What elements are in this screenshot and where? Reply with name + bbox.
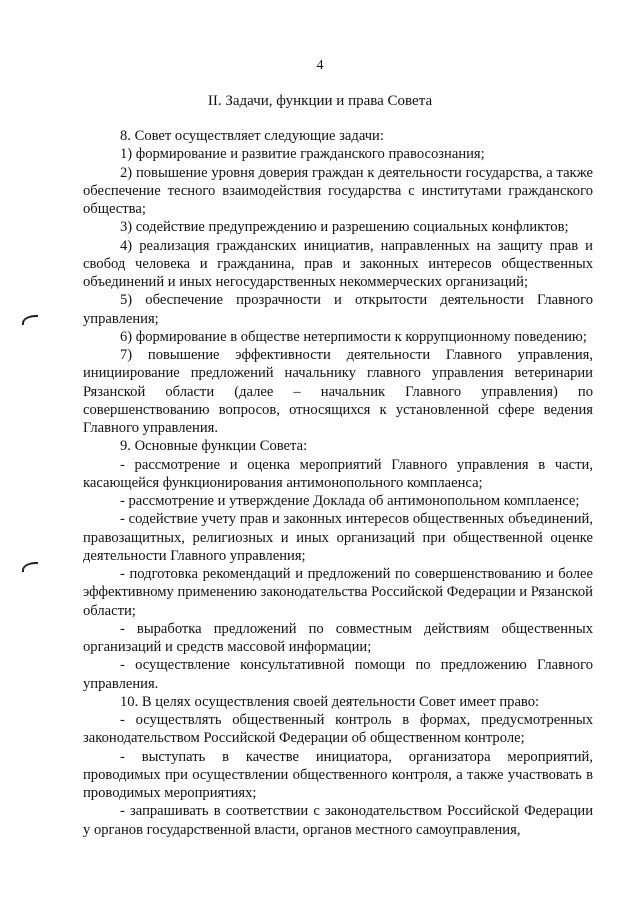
page-number: 4 bbox=[316, 58, 324, 73]
paragraph: - рассмотрение и оценка мероприятий Главного управления в части, касающейся функционирования антимонопольного комплаенса; bbox=[83, 456, 593, 491]
paragraph: 1) формирование и развитие гражданского правосознания; bbox=[120, 146, 485, 163]
paragraph: 5) обеспечение прозрачности и открытости деятельности Главного управления; bbox=[83, 292, 593, 327]
paragraph: 2) повышение уровня доверия граждан к деятельности государства, а также обеспечение тесного взаимодействия государства с институтами гражданского общества; bbox=[83, 164, 593, 217]
paragraph: 9. Основные функции Совета: bbox=[120, 438, 308, 455]
section-heading: II. Задачи, функции и права Совета bbox=[207, 93, 433, 109]
paragraph: 7) повышение эффективности деятельности Главного управления, инициирование предложений начальнику главного управления ветеринарии Рязанской области (далее – начальник Главного управления) по совершенствованию вопросов, относящихся к установленной сфере ведения Главного управления. bbox=[83, 347, 593, 436]
paragraph: 8. Совет осуществляет следующие задачи: bbox=[120, 128, 384, 144]
hole-punch-mark bbox=[22, 315, 38, 325]
paragraph: - содействие учету прав и законных интересов общественных объединений, правозащитных, религиозных и иных организаций при общественной оценке деятельности Главного управления; bbox=[83, 511, 593, 564]
document-body bbox=[83, 127, 593, 839]
paragraph: 6) формирование в обществе нетерпимости к коррупционному поведению; bbox=[120, 328, 587, 345]
paragraph: - подготовка рекомендаций и предложений по совершенствованию и более эффективному применению законодательства Российской Федерации и Рязанской области; bbox=[83, 566, 593, 619]
paragraph: 3) содействие предупреждению и разрешению социальных конфликтов; bbox=[120, 219, 569, 236]
paragraph: - осуществлять общественный контроль в формах, предусмотренных законодательством Российской Федерации об общественном контроле; bbox=[83, 712, 593, 747]
paragraph: - выступать в качестве инициатора, организатора мероприятий, проводимых при осуществлении общественного контроля, а также участвовать в проводимых мероприятиях; bbox=[83, 748, 593, 801]
paragraph: - выработка предложений по совместным действиям общественных организаций и средств массовой информации; bbox=[83, 620, 593, 655]
hole-punch-mark bbox=[22, 562, 38, 572]
paragraph: - рассмотрение и утверждение Доклада об антимонопольном комплаенсе; bbox=[120, 493, 580, 509]
paragraph: - осуществление консультативной помощи по предложению Главного управления. bbox=[83, 657, 593, 692]
paragraph: 10. В целях осуществления своей деятельности Совет имеет право: bbox=[120, 693, 540, 710]
paragraph: - запрашивать в соответствии с законодательством Российской Федерации у органов государственной власти, органов местного самоуправления, bbox=[83, 803, 593, 838]
paragraph: 4) реализация гражданских инициатив, направленных на защиту прав и свобод человека и гражданина, прав и законных интересов общественных объединений и иных негосударственных некоммерческих организаций; bbox=[83, 237, 593, 290]
